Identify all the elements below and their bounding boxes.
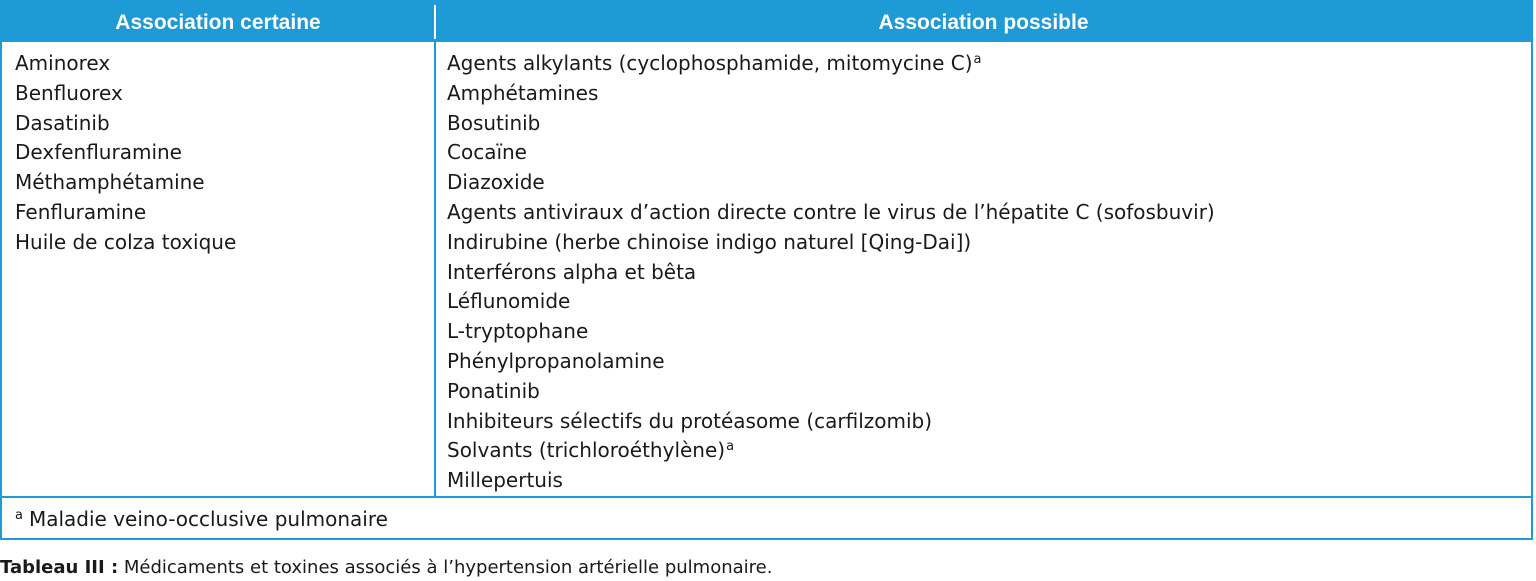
list-item-label: Agents alkylants (cyclophosphamide, mitomycine C) [447, 51, 973, 75]
certain-association-list [15, 49, 236, 258]
list-item-label: Cocaïne [447, 140, 527, 165]
list-item [447, 79, 1215, 109]
list-item-label: Ponatinib [447, 378, 540, 403]
list-item [447, 258, 1215, 288]
list-item-label: Méthamphétamine [15, 170, 205, 195]
table-footnote [15, 502, 388, 536]
list-item [447, 287, 1215, 317]
list-item-label: Diazoxide [447, 170, 545, 195]
header-possible: Association possible [878, 11, 1089, 34]
footnote-divider [2, 496, 1531, 498]
caption-text: Médicaments et toxines associés à l’hypertension artérielle pulmonaire. [118, 557, 773, 578]
list-item [447, 347, 1215, 377]
list-item [447, 317, 1215, 347]
list-item-label: Léflunomide [447, 289, 571, 314]
table-header [2, 2, 1531, 42]
column-divider [434, 42, 436, 496]
list-item-label: Huile de colza toxique [15, 229, 237, 254]
list-item-label: Indirubine (herbe chinoise indigo naturel [Qing-Dai]) [447, 229, 972, 254]
list-item [447, 198, 1215, 228]
list-item-label: Solvants (trichloroéthylène) [447, 438, 726, 463]
footnote-mark: a [15, 508, 23, 523]
list-item-label: L-tryptophane [447, 319, 589, 344]
list-item-label: Amphétamines [447, 80, 599, 105]
list-item-label: Aminorex [15, 51, 111, 75]
list-item-label: Inhibiteurs sélectifs du protéasome (carfilzomib) [447, 408, 933, 433]
list-item-label: Phénylpropanolamine [447, 348, 665, 373]
list-item-label: Millepertuis [447, 468, 563, 493]
list-item [15, 138, 236, 168]
possible-association-list [447, 49, 1215, 496]
list-item [447, 407, 1215, 437]
list-item [15, 228, 236, 258]
list-item [15, 198, 236, 228]
list-item [447, 49, 1215, 79]
footnote-text: Maladie veino-occlusive pulmonaire [28, 507, 388, 531]
list-item [447, 138, 1215, 168]
list-item [447, 168, 1215, 198]
list-item-label: Agents antiviraux d’action directe contre le virus de l’hépatite C (sofosbuvir) [447, 199, 1215, 224]
list-item [447, 377, 1215, 407]
list-item-label: Benfluorex [15, 80, 123, 105]
list-item [15, 168, 236, 198]
list-item-label: Interférons alpha et bêta [447, 259, 697, 284]
footnote-mark: a [726, 439, 735, 455]
list-item-label: Bosutinib [447, 110, 541, 135]
list-item [447, 466, 1215, 496]
header-certain: Association certaine [115, 11, 321, 34]
list-item [15, 79, 236, 109]
list-item [447, 228, 1215, 258]
table-caption [0, 556, 772, 580]
list-item [447, 436, 1215, 466]
caption-label: Tableau III : [0, 557, 119, 578]
list-item-label: Dexfenfluramine [15, 140, 182, 165]
list-item-label: Dasatinib [15, 110, 110, 135]
list-item-label: Fenfluramine [15, 199, 147, 224]
footnote-mark: a [973, 52, 982, 67]
list-item [15, 49, 236, 79]
list-item [447, 109, 1215, 139]
list-item [15, 109, 236, 139]
